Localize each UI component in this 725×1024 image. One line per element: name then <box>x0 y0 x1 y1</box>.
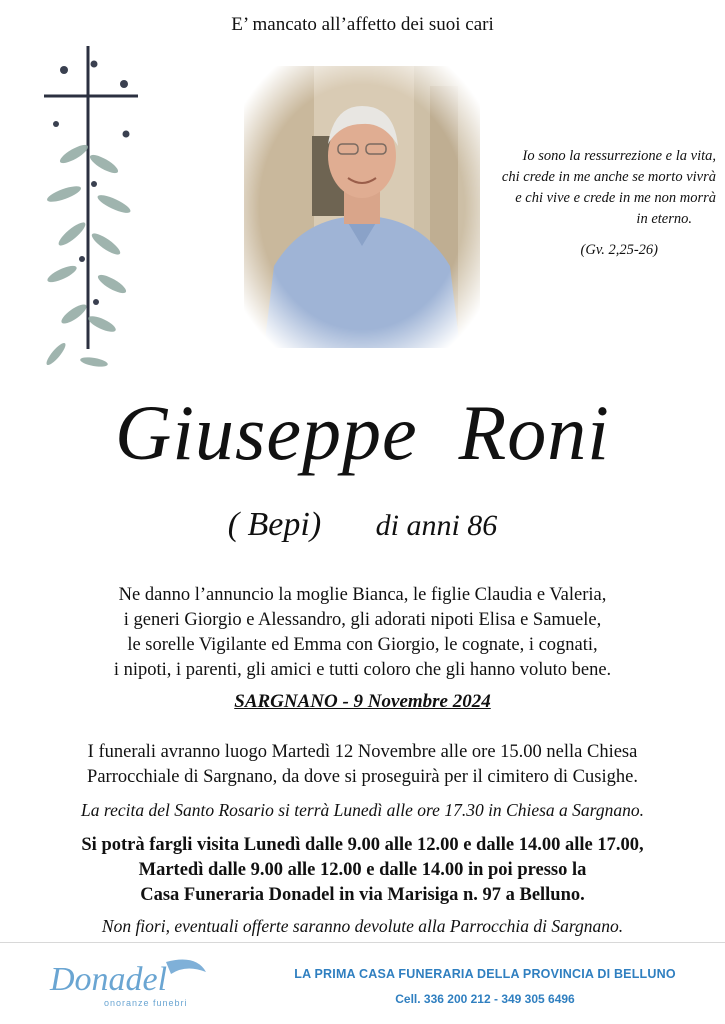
verse-line: in eterno. <box>636 211 692 227</box>
deceased-nickname: ( Bepi) <box>227 506 322 543</box>
funeral-line: Parrocchiale di Sargnano, da dove si proseguirà per il cimitero di Cusighe. <box>87 767 638 787</box>
visit-line: Martedì dalle 9.00 alle 12.00 e dalle 14.00 in poi presso la <box>138 860 587 880</box>
funeral-info <box>0 740 725 790</box>
visit-line: Casa Funeraria Donadel in via Marisiga n. 97 a Belluno. <box>140 885 585 905</box>
verse-reference: (Gv. 2,25-26) <box>580 242 658 258</box>
deceased-age: di anni 86 <box>375 509 498 542</box>
rosary-info: La recita del Santo Rosario si terrà Lunedì alle ore 17.30 in Chiesa a Sargnano. <box>81 800 644 820</box>
bible-verse <box>492 146 716 261</box>
logo-subtext: onoranze funebri <box>104 998 188 1008</box>
place-date: SARGNANO - 9 Novembre 2024 <box>234 691 491 712</box>
verse-line: e chi vive e crede in me non morrà <box>515 190 716 206</box>
announcement-line: i generi Giorgio e Alessandro, gli adorati nipoti Elisa e Samuele, <box>123 610 602 630</box>
funeral-line: I funerali avranno luogo Martedì 12 Novembre alle ore 15.00 nella Chiesa <box>87 742 638 762</box>
footer-slogan: LA PRIMA CASA FUNERARIA DELLA PROVINCIA DI BELLUNO <box>294 967 676 981</box>
visit-line: Si potrà fargli visita Lunedì dalle 9.00 alle 12.00 e dalle 14.00 alle 17.00, <box>81 835 644 855</box>
intro-text: E’ mancato all’affetto dei suoi cari <box>231 14 494 35</box>
announcement-line: le sorelle Vigilante ed Emma con Giorgio, le cognate, i cognati, <box>127 635 598 655</box>
announcement <box>0 583 725 683</box>
logo-text: Donadel <box>50 961 168 998</box>
verse-line: Io sono la ressurrezione e la vita, <box>522 148 716 164</box>
visit-info <box>0 833 725 908</box>
portrait-photo <box>244 66 480 348</box>
flowers-note: Non fiori, eventuali offerte saranno devolute alla Parrocchia di Sargnano. <box>101 916 624 936</box>
announcement-line: i nipoti, i parenti, gli amici e tutti coloro che gli hanno voluto bene. <box>113 660 612 680</box>
verse-line: chi crede in me anche se morto vivrà <box>501 169 716 185</box>
deceased-name: Giuseppe Roni <box>115 389 610 476</box>
donadel-logo <box>46 952 216 1012</box>
footer-divider <box>0 942 725 943</box>
nickname-age-row <box>0 506 725 544</box>
announcement-line: Ne danno l’annuncio la moglie Bianca, le figlie Claudia e Valeria, <box>118 585 607 605</box>
footer-phone: Cell. 336 200 212 - 349 305 6496 <box>395 992 575 1006</box>
cross-icon <box>34 44 146 374</box>
